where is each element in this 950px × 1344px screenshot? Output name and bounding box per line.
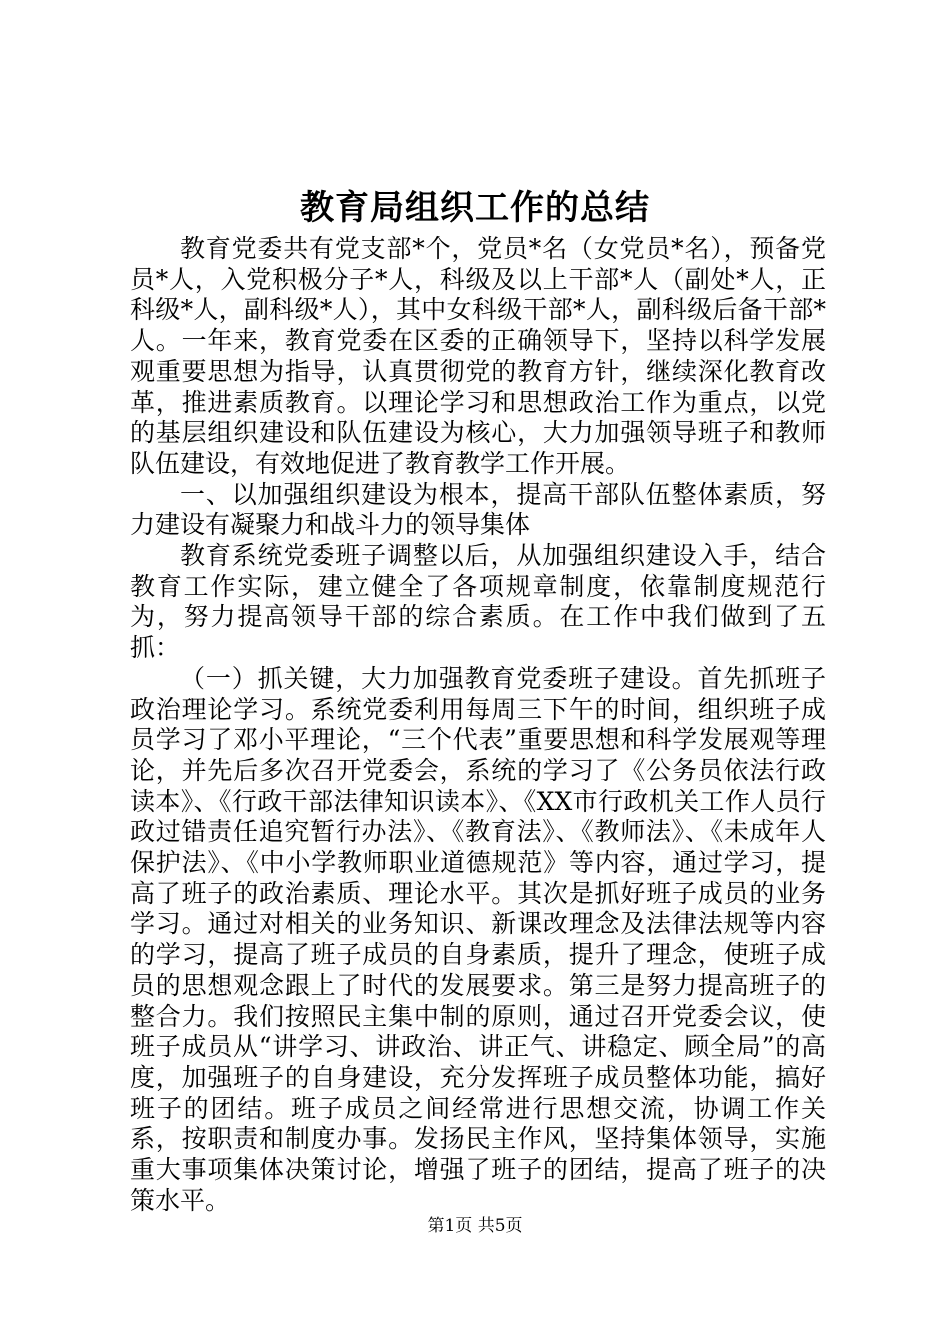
paragraph-subsection-1: （一）抓关键，大力加强教育党委班子建设。首先抓班子政治理论学习。系统党委利用每周三下午的时间，组织班子成员学习了邓小平理论，“三个代表”重要思想和科学发展观等理论，并先后多次召开党委会，系统的学习了《公务员依法行政读本》、《行政干部法律知识读本》、《XX市行政机关工作人员行政过错责任追究暂行办法》、《教育法》、《教师法》、《未成年人保护法》、《中小学教师职业道德规范》等内容，通过学习，提高了班子的政治素质、理论水平。其次是抓好班子成员的业务学习。通过对相关的业务知识、新课改理念及法律法规等内容的学习，提高了班子成员的自身素质，提升了理念，使班子成员的思想观念跟上了时代的发展要求。第三是努力提高班子的整合力。我们按照民主集中制的原则，通过召开党委会议，使班子成员从“讲学习、讲政治、讲正气、讲稳定、顾全局”的高度，加强班子的自身建设，充分发挥班子成员整体功能，搞好班子的团结。班子成员之间经常进行思想交流，协调工作关系，按职责和制度办事。发扬民主作风，坚持集体领导，实施重大事项集体决策讨论，增强了班子的团结，提高了班子的决策水平。 bbox=[130, 663, 826, 1215]
paragraph-intro: 教育党委共有党支部*个，党员*名（女党员*名），预备党员*人，入党积极分子*人，科级及以上干部*人（副处*人，正科级*人，副科级*人），其中女科级干部*人，副科级后备干部*人。一年来，教育党委在区委的正确领导下，坚持以科学发展观重要思想为指导，认真贯彻党的教育方针，继续深化教育改革，推进素质教育。以理论学习和思想政治工作为重点，以党的基层组织建设和队伍建设为核心，大力加强领导班子和教师队伍建设，有效地促进了教育教学工作开展。 bbox=[130, 234, 826, 478]
page-number-footer: 第1页 共5页 bbox=[427, 1216, 523, 1236]
document-body bbox=[130, 234, 826, 1217]
section-heading-1: 一、以加强组织建设为根本，提高干部队伍整体素质，努力建设有凝聚力和战斗力的领导集体 bbox=[130, 479, 826, 540]
document-title: 教育局组织工作的总结 bbox=[300, 188, 650, 228]
paragraph-section-1: 教育系统党委班子调整以后，从加强组织建设入手，结合教育工作实际，建立健全了各项规章制度，依靠制度规范行为，努力提高领导干部的综合素质。在工作中我们做到了五抓： bbox=[130, 541, 826, 663]
